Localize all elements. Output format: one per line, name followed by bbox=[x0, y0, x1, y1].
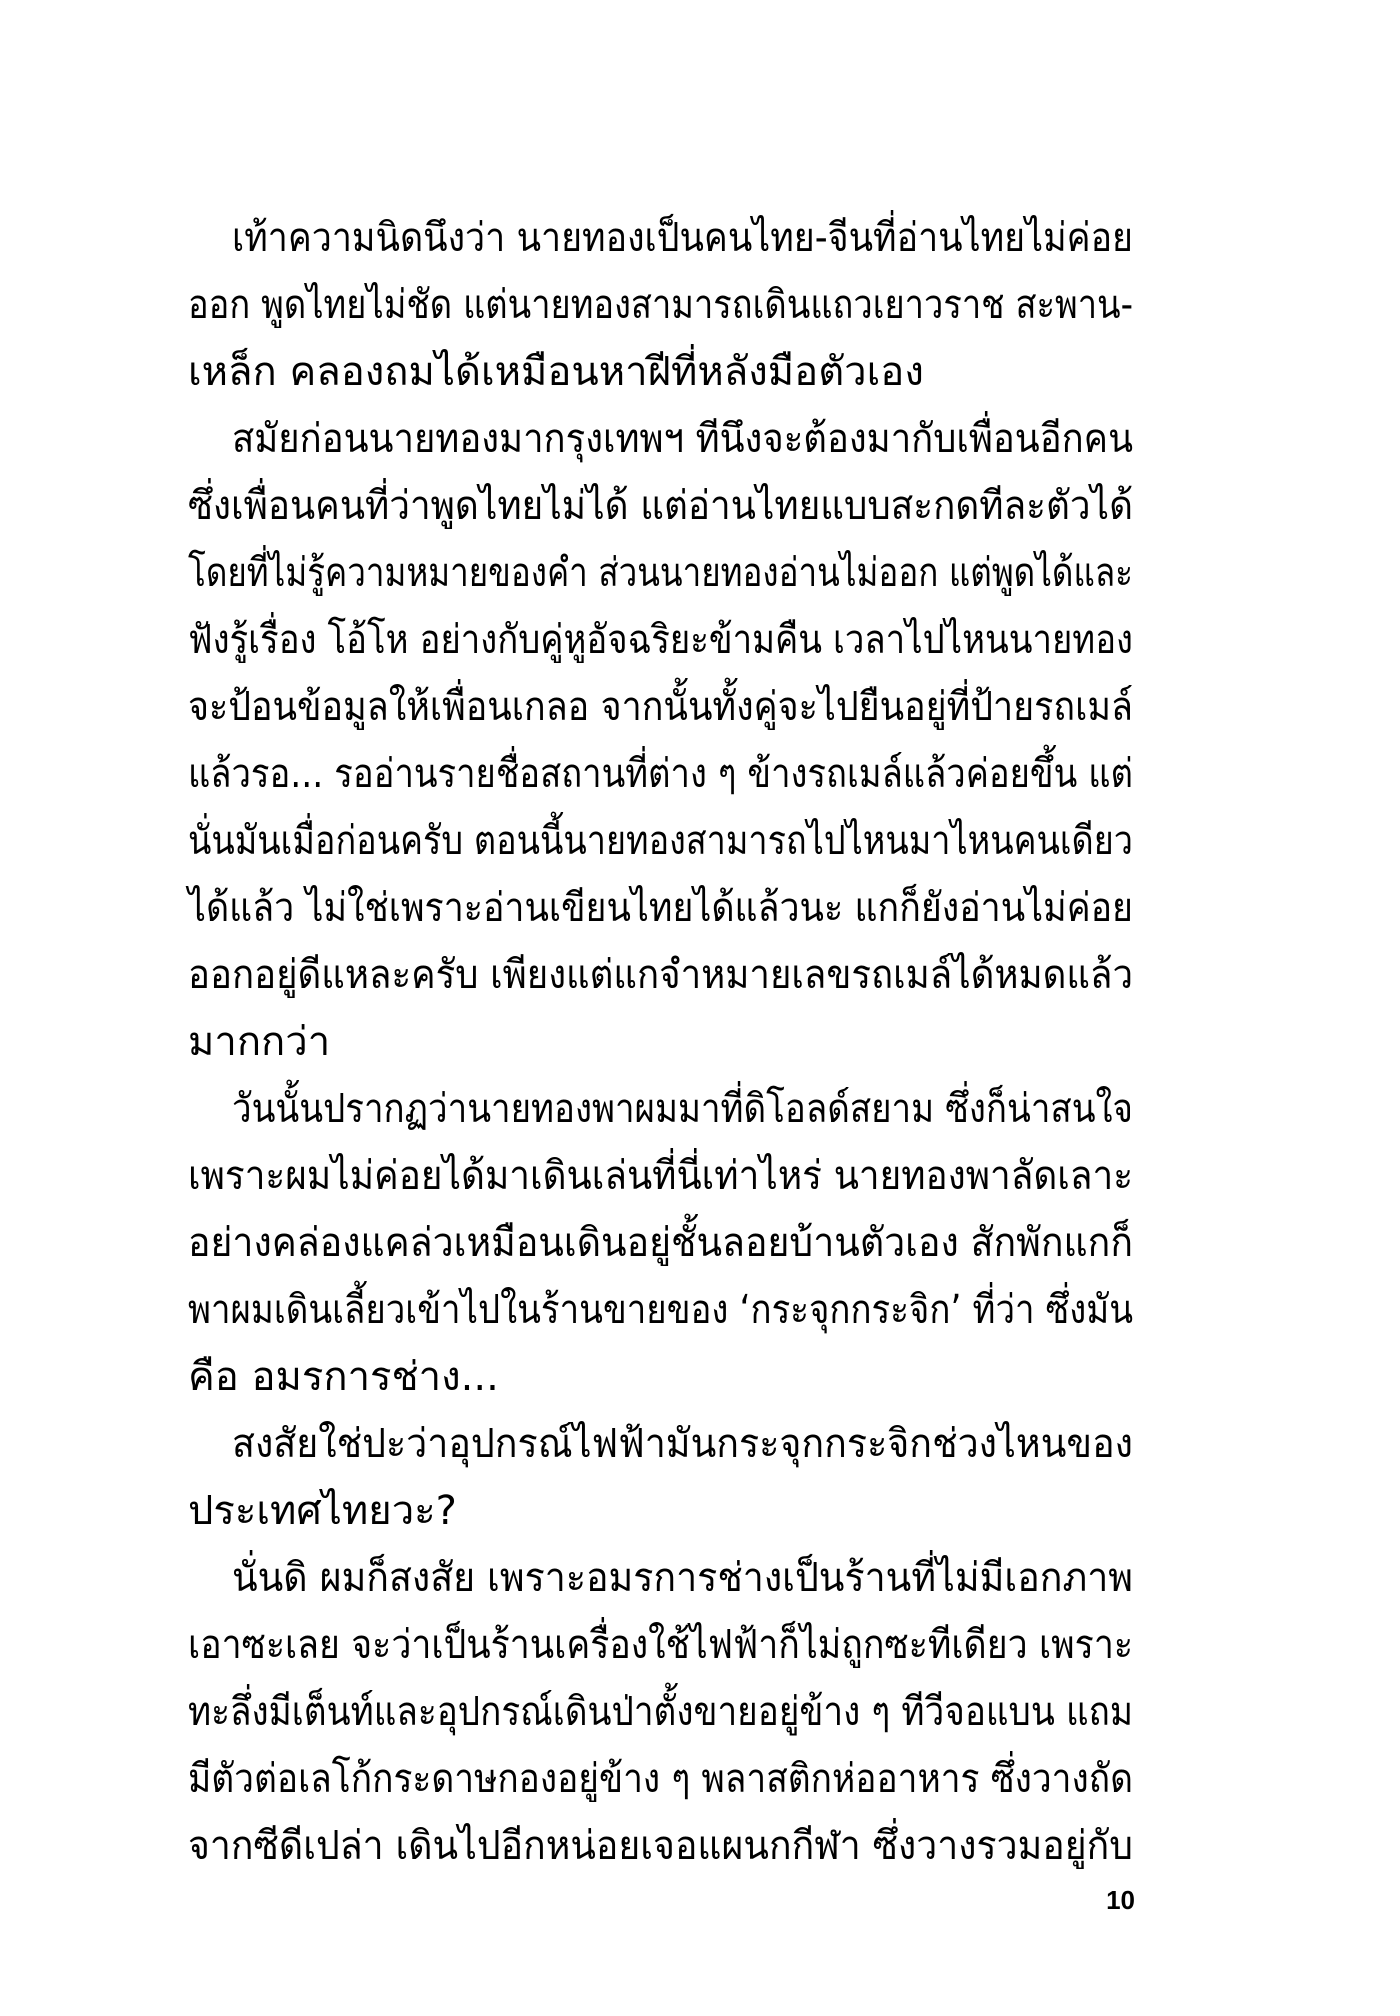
text-line: นั่นมันเมื่อก่อนครับ ตอนนี้นายทองสามารถไปไหนมาไหนคนเดียว bbox=[188, 818, 1133, 864]
text-line: นั่นดิ ผมก็สงสัย เพราะอมรการช่างเป็นร้านที่ไม่มีเอกภาพ bbox=[232, 1555, 1133, 1601]
text-line: มากกว่า bbox=[188, 1019, 331, 1065]
text-line: โดยที่ไม่รู้ความหมายของคำ ส่วนนายทองอ่านไม่ออก แต่พูดได้และ bbox=[188, 550, 1133, 596]
paragraph bbox=[188, 1545, 1133, 1880]
text-line: วันนั้นปรากฏว่านายทองพาผมมาที่ดิโอลด์สยาม ซึ่งก็น่าสนใจ bbox=[232, 1086, 1133, 1132]
text-line: เอาซะเลย จะว่าเป็นร้านเครื่องใช้ไฟฟ้าก็ไม่ถูกซะทีเดียว เพราะ bbox=[188, 1622, 1133, 1668]
text-line: สมัยก่อนนายทองมากรุงเทพฯ ทีนึงจะต้องมากับเพื่อนอีกคน bbox=[232, 416, 1133, 462]
text-line: ฟังรู้เรื่อง โอ้โห อย่างกับคู่หูอัจฉริยะข้ามคืน เวลาไปไหนนายทอง bbox=[188, 617, 1133, 663]
text-line: มีตัวต่อเลโก้กระดาษกองอยู่ข้าง ๆ พลาสติกห่ออาหาร ซึ่งวางถัด bbox=[188, 1756, 1133, 1802]
paragraph bbox=[188, 1076, 1133, 1411]
text-line: แล้วรอ... รออ่านรายชื่อสถานที่ต่าง ๆ ข้างรถเมล์แล้วค่อยขึ้น แต่ bbox=[188, 751, 1133, 797]
text-line: จากซีดีเปล่า เดินไปอีกหน่อยเจอแผนกกีฬา ซึ่งวางรวมอยู่กับ bbox=[188, 1823, 1133, 1869]
text-line: ประเทศไทยวะ? bbox=[188, 1488, 457, 1534]
text-line: คือ อมรการช่าง... bbox=[188, 1354, 499, 1400]
text-line: ออก พูดไทยไม่ชัด แต่นายทองสามารถเดินแถวเยาวราช สะพาน- bbox=[188, 282, 1133, 328]
body-text bbox=[188, 205, 1133, 1880]
page-number: 10 bbox=[1106, 1885, 1135, 1915]
text-line: พาผมเดินเลี้ยวเข้าไปในร้านขายของ ‘กระจุกกระจิก’ ที่ว่า ซึ่งมัน bbox=[188, 1287, 1133, 1333]
text-line: เท้าความนิดนึงว่า นายทองเป็นคนไทย-จีนที่อ่านไทยไม่ค่อย bbox=[232, 215, 1133, 261]
text-line: อย่างคล่องแคล่วเหมือนเดินอยู่ชั้นลอยบ้านตัวเอง สักพักแกก็ bbox=[188, 1220, 1133, 1266]
text-line: สงสัยใช่ปะว่าอุปกรณ์ไฟฟ้ามันกระจุกกระจิกช่วงไหนของ bbox=[232, 1421, 1133, 1467]
paragraph bbox=[188, 406, 1133, 1076]
paragraph bbox=[188, 1411, 1133, 1545]
paragraph bbox=[188, 205, 1133, 406]
text-line: ซึ่งเพื่อนคนที่ว่าพูดไทยไม่ได้ แต่อ่านไทยแบบสะกดทีละตัวได้ bbox=[188, 483, 1133, 529]
text-line: เหล็ก คลองถมได้เหมือนหาฝีที่หลังมือตัวเอง bbox=[188, 349, 924, 395]
text-line: ทะลึ่งมีเต็นท์และอุปกรณ์เดินป่าตั้งขายอยู่ข้าง ๆ ทีวีจอแบน แถม bbox=[188, 1689, 1133, 1735]
text-line: จะป้อนข้อมูลให้เพื่อนเกลอ จากนั้นทั้งคู่จะไปยืนอยู่ที่ป้ายรถเมล์ bbox=[188, 684, 1133, 730]
text-line: เพราะผมไม่ค่อยได้มาเดินเล่นที่นี่เท่าไหร่ นายทองพาลัดเลาะ bbox=[188, 1153, 1133, 1199]
text-line: ได้แล้ว ไม่ใช่เพราะอ่านเขียนไทยได้แล้วนะ แกก็ยังอ่านไม่ค่อย bbox=[188, 885, 1133, 931]
text-line: ออกอยู่ดีแหละครับ เพียงแต่แกจำหมายเลขรถเมล์ได้หมดแล้ว bbox=[188, 952, 1133, 998]
